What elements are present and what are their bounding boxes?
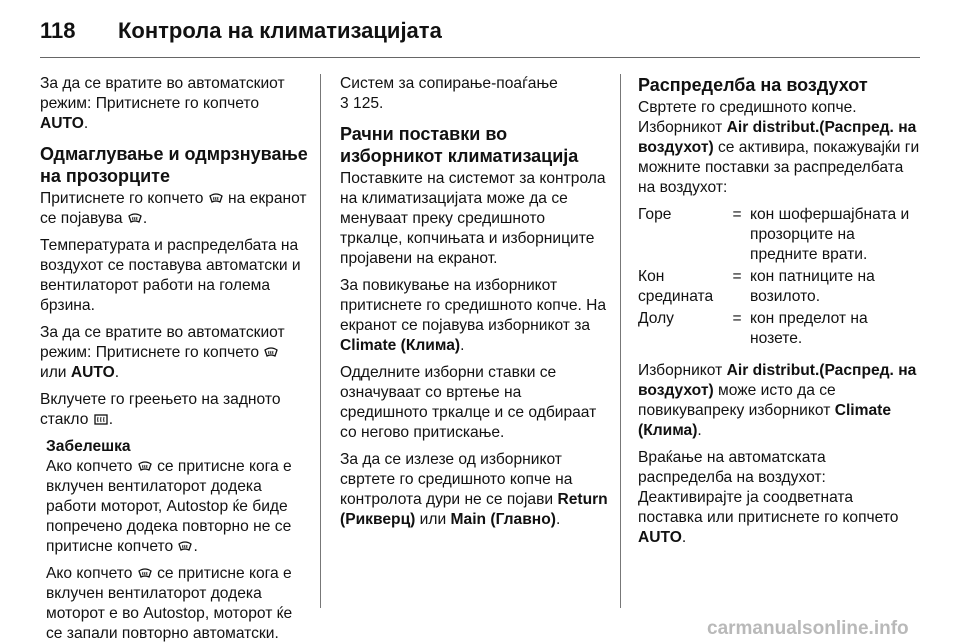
air-distribution-options — [638, 205, 920, 351]
windshield-defrost-icon — [138, 567, 152, 580]
paragraph: Притиснете го копчето на екранот се појавува . — [40, 190, 307, 227]
page-reference-arrow: 3 — [340, 95, 349, 112]
watermark: carmanualsonline.info — [707, 618, 909, 639]
note-block — [40, 437, 310, 642]
column-3 — [638, 74, 920, 555]
menu-name: Climate (Клима) — [340, 337, 461, 354]
option-description: кон патниците на возилото. — [750, 268, 875, 305]
page-header — [40, 18, 920, 58]
option-row — [638, 309, 920, 351]
column-divider — [620, 74, 621, 608]
section-heading-defog: Одмаглување и одмрзнување на прозорците — [40, 144, 308, 186]
menu-item-return: Return (Рикверц) — [340, 491, 608, 528]
option-row — [638, 205, 920, 267]
windshield-defrost-icon — [209, 192, 223, 205]
section-heading-manual-settings: Рачни поставки во изборникот климатизација — [340, 124, 579, 166]
note-paragraph: Ако копчето се притисне кога е вклучен вентилаторот додека работи моторот, Autostop ќе биде попречено додека повторно не се притисне копчето . — [46, 458, 292, 555]
paragraph: Температурата и распределбата на воздухот се поставува автоматски и вентилаторот работи на голема брзина. — [40, 237, 301, 314]
option-equals: = — [732, 268, 742, 285]
option-description: кон шофершајбната и прозорците на предните врати. — [750, 206, 910, 263]
paragraph: Систем за сопирање-поаѓање 3 125. — [340, 75, 558, 112]
rear-window-heat-icon — [94, 413, 108, 426]
header-divider — [40, 57, 920, 58]
option-key: Долу — [638, 310, 674, 327]
menu-name-climate: Climate (Клима) — [638, 402, 892, 439]
paragraph: Изборникот Air distribut.(Распред. на воздухот) може исто да се повикувапреку изборникот Climate (Клима). — [638, 362, 917, 439]
option-row — [638, 267, 920, 309]
page-number: 118 — [40, 18, 76, 43]
paragraph: Одделните изборни ставки се означуваат со вртење на средишното тркалце и се одбираат со негово притискање. — [340, 364, 597, 441]
note-paragraph: Ако копчето се притисне кога е вклучен вентилаторот додека моторот е во Autostop, моторот ќе се запали повторно автоматски. — [46, 565, 293, 642]
option-description: кон пределот на нозете. — [750, 310, 868, 347]
paragraph: Вклучете го греењето на задното стакло . — [40, 391, 281, 428]
option-equals: = — [732, 206, 742, 223]
auto-button-label: AUTO — [70, 364, 115, 381]
option-key: Горе — [638, 206, 672, 223]
windshield-defrost-icon — [128, 212, 142, 225]
paragraph: Поставките на системот за контрола на климатизацијата може да се менуваат преку средишното тркалце, копчињата и изборниците пројавени на екранот. — [340, 170, 606, 267]
menu-item-main: Main (Главно) — [450, 511, 556, 528]
column-1 — [40, 74, 310, 642]
paragraph: За да се вратите во автоматскиот режим: Притиснете го копчето AUTO. — [40, 75, 285, 132]
chapter-title: Контрола на климатизацијата — [118, 18, 442, 43]
section-heading-air-distribution: Распределба на воздухот — [638, 75, 868, 95]
option-key: Кон средината — [638, 268, 714, 305]
menu-name: Air distribut.(Распред. на воздухот) — [638, 119, 917, 156]
column-2 — [340, 74, 610, 537]
auto-button-label: AUTO — [40, 115, 84, 132]
note-title: Забелешка — [46, 438, 131, 455]
paragraph: Враќање на автоматската распределба на воздухот: — [638, 449, 826, 486]
paragraph: За повикување на изборникот притиснете го средишното копче. На екранот се појавува изборникот за Climate (Клима). — [340, 277, 607, 354]
column-divider — [320, 74, 321, 608]
paragraph: Свртете го средишното копче. — [638, 99, 857, 116]
page-reference: 125. — [348, 95, 384, 112]
option-equals: = — [732, 310, 742, 327]
menu-name: Air distribut.(Распред. на воздухот) — [638, 362, 917, 399]
paragraph: За да се излезе од изборникот свртете го средишното копче на контролота дури не се појави Return (Рикверц) или Main (Главно). — [340, 451, 608, 528]
auto-button-label: AUTO — [638, 529, 682, 546]
paragraph: Изборникот Air distribut.(Распред. на воздухот) се активира, покажувајќи ги можните поставки за распределбата на воздухот: — [638, 119, 920, 196]
paragraph: Деактивирајте ја соодветната поставка или притиснете го копчето AUTO. — [638, 489, 899, 546]
windshield-defrost-icon — [264, 346, 278, 359]
windshield-defrost-icon — [178, 540, 192, 553]
paragraph: За да се вратите во автоматскиот режим: Притиснете го копчето или AUTO. — [40, 324, 285, 381]
windshield-defrost-icon — [138, 460, 152, 473]
